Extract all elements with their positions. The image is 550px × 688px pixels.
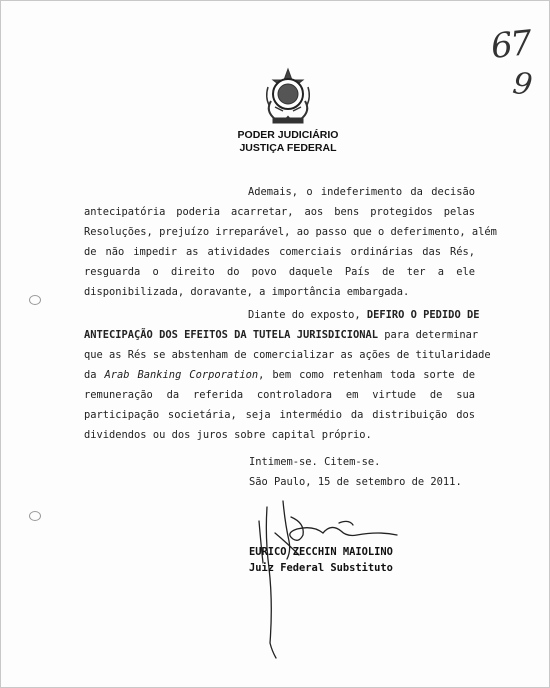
p2-line-4-text-b: , bem como retenham toda sorte de xyxy=(258,369,475,381)
p2-line-1 xyxy=(248,308,480,322)
p1-line-5: resguarda o direito do povo daquele País de ter a ele xyxy=(84,266,475,278)
header-line-2: JUSTIÇA FEDERAL xyxy=(239,142,337,154)
punch-hole-bottom xyxy=(29,511,41,521)
closing-line: Intimem-se. Citem-se. xyxy=(249,456,381,468)
p2-company-name: Arab Banking Corporation xyxy=(104,369,259,381)
handwritten-mark: 9 xyxy=(510,65,535,104)
p1-line-2: antecipatória poderia acarretar, aos bens protegidos pelas xyxy=(84,206,475,218)
p2-line-2 xyxy=(84,328,479,342)
signatory-title: Juiz Federal Substituto xyxy=(249,562,393,574)
date-line: São Paulo, 15 de setembro de 2011. xyxy=(249,476,462,488)
p2-line-3: que as Rés se abstenham de comercializar as ações de titularidade xyxy=(84,349,491,361)
p2-line-4-text-a: da xyxy=(84,369,105,381)
signatory-name: EURICO ZECCHIN MAIOLINO xyxy=(249,546,393,558)
handwritten-page-number: 67 xyxy=(489,23,533,67)
header-line-1: PODER JUDICIÁRIO xyxy=(237,129,339,141)
p2-line-4 xyxy=(84,368,475,382)
punch-hole-top xyxy=(29,295,41,305)
p2-decision-bold-2: ANTECIPAÇÃO DOS EFEITOS DA TUTELA JURISDICIONAL xyxy=(84,329,379,341)
p1-line-6: disponibilizada, doravante, a importância embargada. xyxy=(84,286,410,298)
handwritten-signature xyxy=(239,493,409,661)
p2-line-2-text: para determinar xyxy=(378,329,479,341)
p1-line-4: de não impedir as atividades comerciais ordinárias das Rés, xyxy=(84,246,475,258)
p1-line-1: Ademais, o indeferimento da decisão xyxy=(248,186,475,198)
p2-line-6: participação societária, seja intermédio da distribuição dos xyxy=(84,409,475,421)
p2-decision-bold-1: DEFIRO O PEDIDO DE xyxy=(366,309,480,321)
p2-line-7: dividendos ou dos juros sobre capital próprio. xyxy=(84,429,372,441)
p1-line-3: Resoluções, prejuízo irreparável, ao passo que o deferimento, além xyxy=(84,226,497,238)
p2-line-5: remuneração da referida controladora em virtude de sua xyxy=(84,389,475,401)
p2-line-1-text: Diante do exposto, xyxy=(248,309,367,321)
coat-of-arms-icon xyxy=(263,67,313,125)
